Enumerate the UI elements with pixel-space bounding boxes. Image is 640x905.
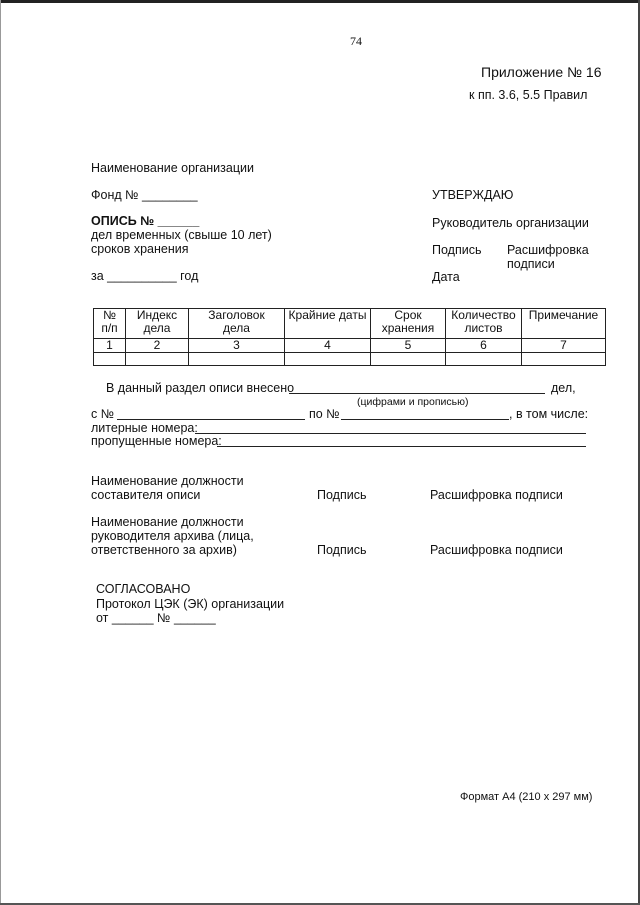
empty-cell: [446, 353, 522, 366]
summary-including: , в том числе:: [509, 407, 589, 421]
archive-line2: руководителя архива (лица,: [91, 529, 254, 543]
summary-from: с №: [91, 407, 115, 421]
inventory-line1: дел временных (свыше 10 лет): [91, 228, 272, 242]
empty-cell: [371, 353, 446, 366]
inventory-year: за __________ год: [91, 269, 199, 283]
number-cell: 7: [522, 339, 606, 353]
number-cell: 6: [446, 339, 522, 353]
approve-decode-line1: Расшифровка: [507, 243, 589, 257]
number-cell: 2: [126, 339, 189, 353]
header-cell-note: Примечание: [522, 309, 606, 339]
empty-cell: [522, 353, 606, 366]
appendix-reference: к пп. 3.6, 5.5 Правил: [469, 88, 588, 102]
summary-hint: (цифрами и прописью): [357, 396, 469, 408]
archive-signature: Подпись: [317, 543, 367, 557]
compiler-line2: составителя описи: [91, 488, 201, 502]
scan-edge-top: [0, 0, 640, 3]
summary-from-line: [117, 419, 305, 420]
agreed-from: от ______ № ______: [96, 611, 216, 625]
summary-literal: литерные номера:: [91, 421, 198, 435]
scan-edge-left: [0, 0, 1, 905]
summary-missing: пропущенные номера:: [91, 434, 222, 448]
header-cell-index: Индекс дела: [126, 309, 189, 339]
archive-decode: Расшифровка подписи: [430, 543, 563, 557]
header-cell-heading: Заголовок дела: [189, 309, 285, 339]
approve-signature: Подпись: [432, 243, 482, 257]
archive-line3: ответственного за архив): [91, 543, 237, 557]
approve-decode-line2: подписи: [507, 257, 555, 271]
compiler-line1: Наименование должности: [91, 474, 244, 488]
archive-line1: Наименование должности: [91, 515, 244, 529]
summary-missing-line: [217, 446, 586, 447]
header-cell-term: Срок хранения: [371, 309, 446, 339]
agreed-protocol: Протокол ЦЭК (ЭК) организации: [96, 597, 285, 611]
number-cell: 3: [189, 339, 285, 353]
appendix-title: Приложение № 16: [481, 64, 602, 80]
agreed-title: СОГЛАСОВАНО: [96, 582, 191, 596]
summary-literal-line: [195, 433, 586, 434]
fund-number: Фонд № ________: [91, 188, 198, 202]
inventory-title: ОПИСЬ № ______: [91, 214, 200, 228]
inventory-table: [93, 308, 606, 366]
format-note: Формат А4 (210 х 297 мм): [460, 791, 593, 803]
empty-cell: [189, 353, 285, 366]
compiler-signature: Подпись: [317, 488, 367, 502]
table-number-row: [94, 339, 606, 353]
inventory-line2: сроков хранения: [91, 242, 189, 256]
page-number: 74: [350, 34, 362, 48]
empty-cell: [94, 353, 126, 366]
summary-to: по №: [309, 407, 340, 421]
empty-cell: [285, 353, 371, 366]
header-cell-dates: Крайние даты: [285, 309, 371, 339]
table-empty-row: [94, 353, 606, 366]
number-cell: 5: [371, 339, 446, 353]
header-cell-sheets: Количество листов: [446, 309, 522, 339]
table-header-row: [94, 309, 606, 339]
number-cell: 1: [94, 339, 126, 353]
header-cell-number: № п/п: [94, 309, 126, 339]
organization-name: Наименование организации: [91, 161, 254, 175]
empty-cell: [126, 353, 189, 366]
number-cell: 4: [285, 339, 371, 353]
summary-intro: В данный раздел описи внесено: [106, 381, 295, 395]
approve-title: УТВЕРЖДАЮ: [432, 188, 514, 202]
summary-count-line: [289, 393, 545, 394]
approve-head: Руководитель организации: [432, 216, 589, 230]
summary-to-line: [341, 419, 509, 420]
approve-date: Дата: [432, 270, 460, 284]
summary-dela: дел,: [551, 381, 576, 395]
compiler-decode: Расшифровка подписи: [430, 488, 563, 502]
